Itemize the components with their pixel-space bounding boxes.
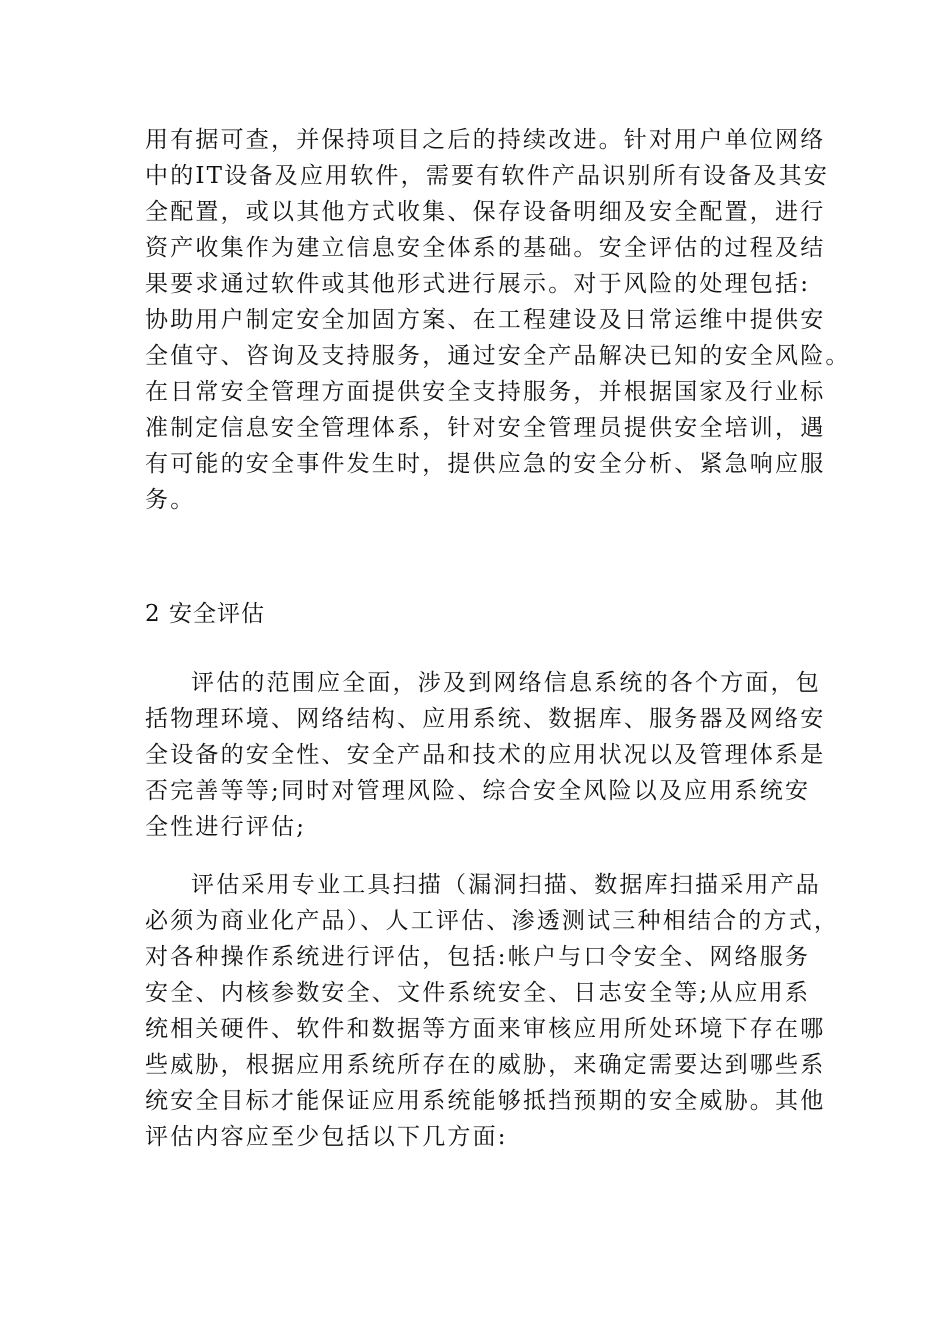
paragraph-line: 务。: [145, 487, 196, 513]
paragraph-line: 果要求通过软件或其他形式进行展示。对于风险的处理包括:: [145, 271, 811, 297]
section-heading: 2 安全评估: [145, 601, 265, 627]
paragraph-scope: [145, 665, 826, 845]
paragraph-line: 必须为商业化产品）、人工评估、渗透测试三种相结合的方式，: [145, 908, 840, 934]
paragraph-line: 对各种操作系统进行评估，包括:帐户与口令安全、网络服务: [145, 944, 811, 970]
paragraph-line: 些威胁，根据应用系统所存在的威胁，来确定需要达到哪些系: [145, 1052, 826, 1078]
paragraph-line: 评估的范围应全面，涉及到网络信息系统的各个方面，包: [191, 670, 821, 696]
paragraph-line: 安全、内核参数安全、文件系统安全、日志安全等;从应用系: [145, 980, 811, 1006]
paragraph-line: 评估内容应至少包括以下几方面:: [145, 1124, 508, 1150]
paragraph-continuation: [145, 122, 851, 518]
paragraph-line: 评估采用专业工具扫描（漏洞扫描、数据库扫描采用产品: [191, 872, 821, 898]
paragraph-line: 全设备的安全性、安全产品和技术的应用状况以及管理体系是: [145, 742, 826, 768]
paragraph-line: 统安全目标才能保证应用系统能够抵挡预期的安全威胁。其他: [145, 1088, 826, 1114]
paragraph-line: 否完善等等;同时对管理风险、综合安全风险以及应用系统安: [145, 778, 811, 804]
paragraph-line: 资产收集作为建立信息安全体系的基础。安全评估的过程及结: [145, 235, 826, 261]
paragraph-line: 括物理环境、网络结构、应用系统、数据库、服务器及网络安: [145, 706, 826, 732]
paragraph-line: 统相关硬件、软件和数据等方面来审核应用所处环境下存在哪: [145, 1016, 826, 1042]
paragraph-line: 中的IT设备及应用软件，需要有软件产品识别所有设备及其安: [145, 163, 830, 189]
paragraph-line: 用有据可查，并保持项目之后的持续改进。针对用户单位网络: [145, 127, 826, 153]
paragraph-line: 协助用户制定安全加固方案、在工程建设及日常运维中提供安: [145, 307, 826, 333]
paragraph-line: 准制定信息安全管理体系，针对安全管理员提供安全培训，遇: [145, 415, 826, 441]
paragraph-line: 在日常安全管理方面提供安全支持服务，并根据国家及行业标: [145, 379, 826, 405]
paragraph-line: 全配置，或以其他方式收集、保存设备明细及安全配置，进行: [145, 199, 826, 225]
paragraph-line: 全值守、咨询及支持服务，通过安全产品解决已知的安全风险。: [145, 343, 851, 369]
paragraph-line: 有可能的安全事件发生时，提供应急的安全分析、紧急响应服: [145, 451, 826, 477]
paragraph-line: 全性进行评估;: [145, 814, 307, 840]
paragraph-methods: [145, 867, 840, 1155]
